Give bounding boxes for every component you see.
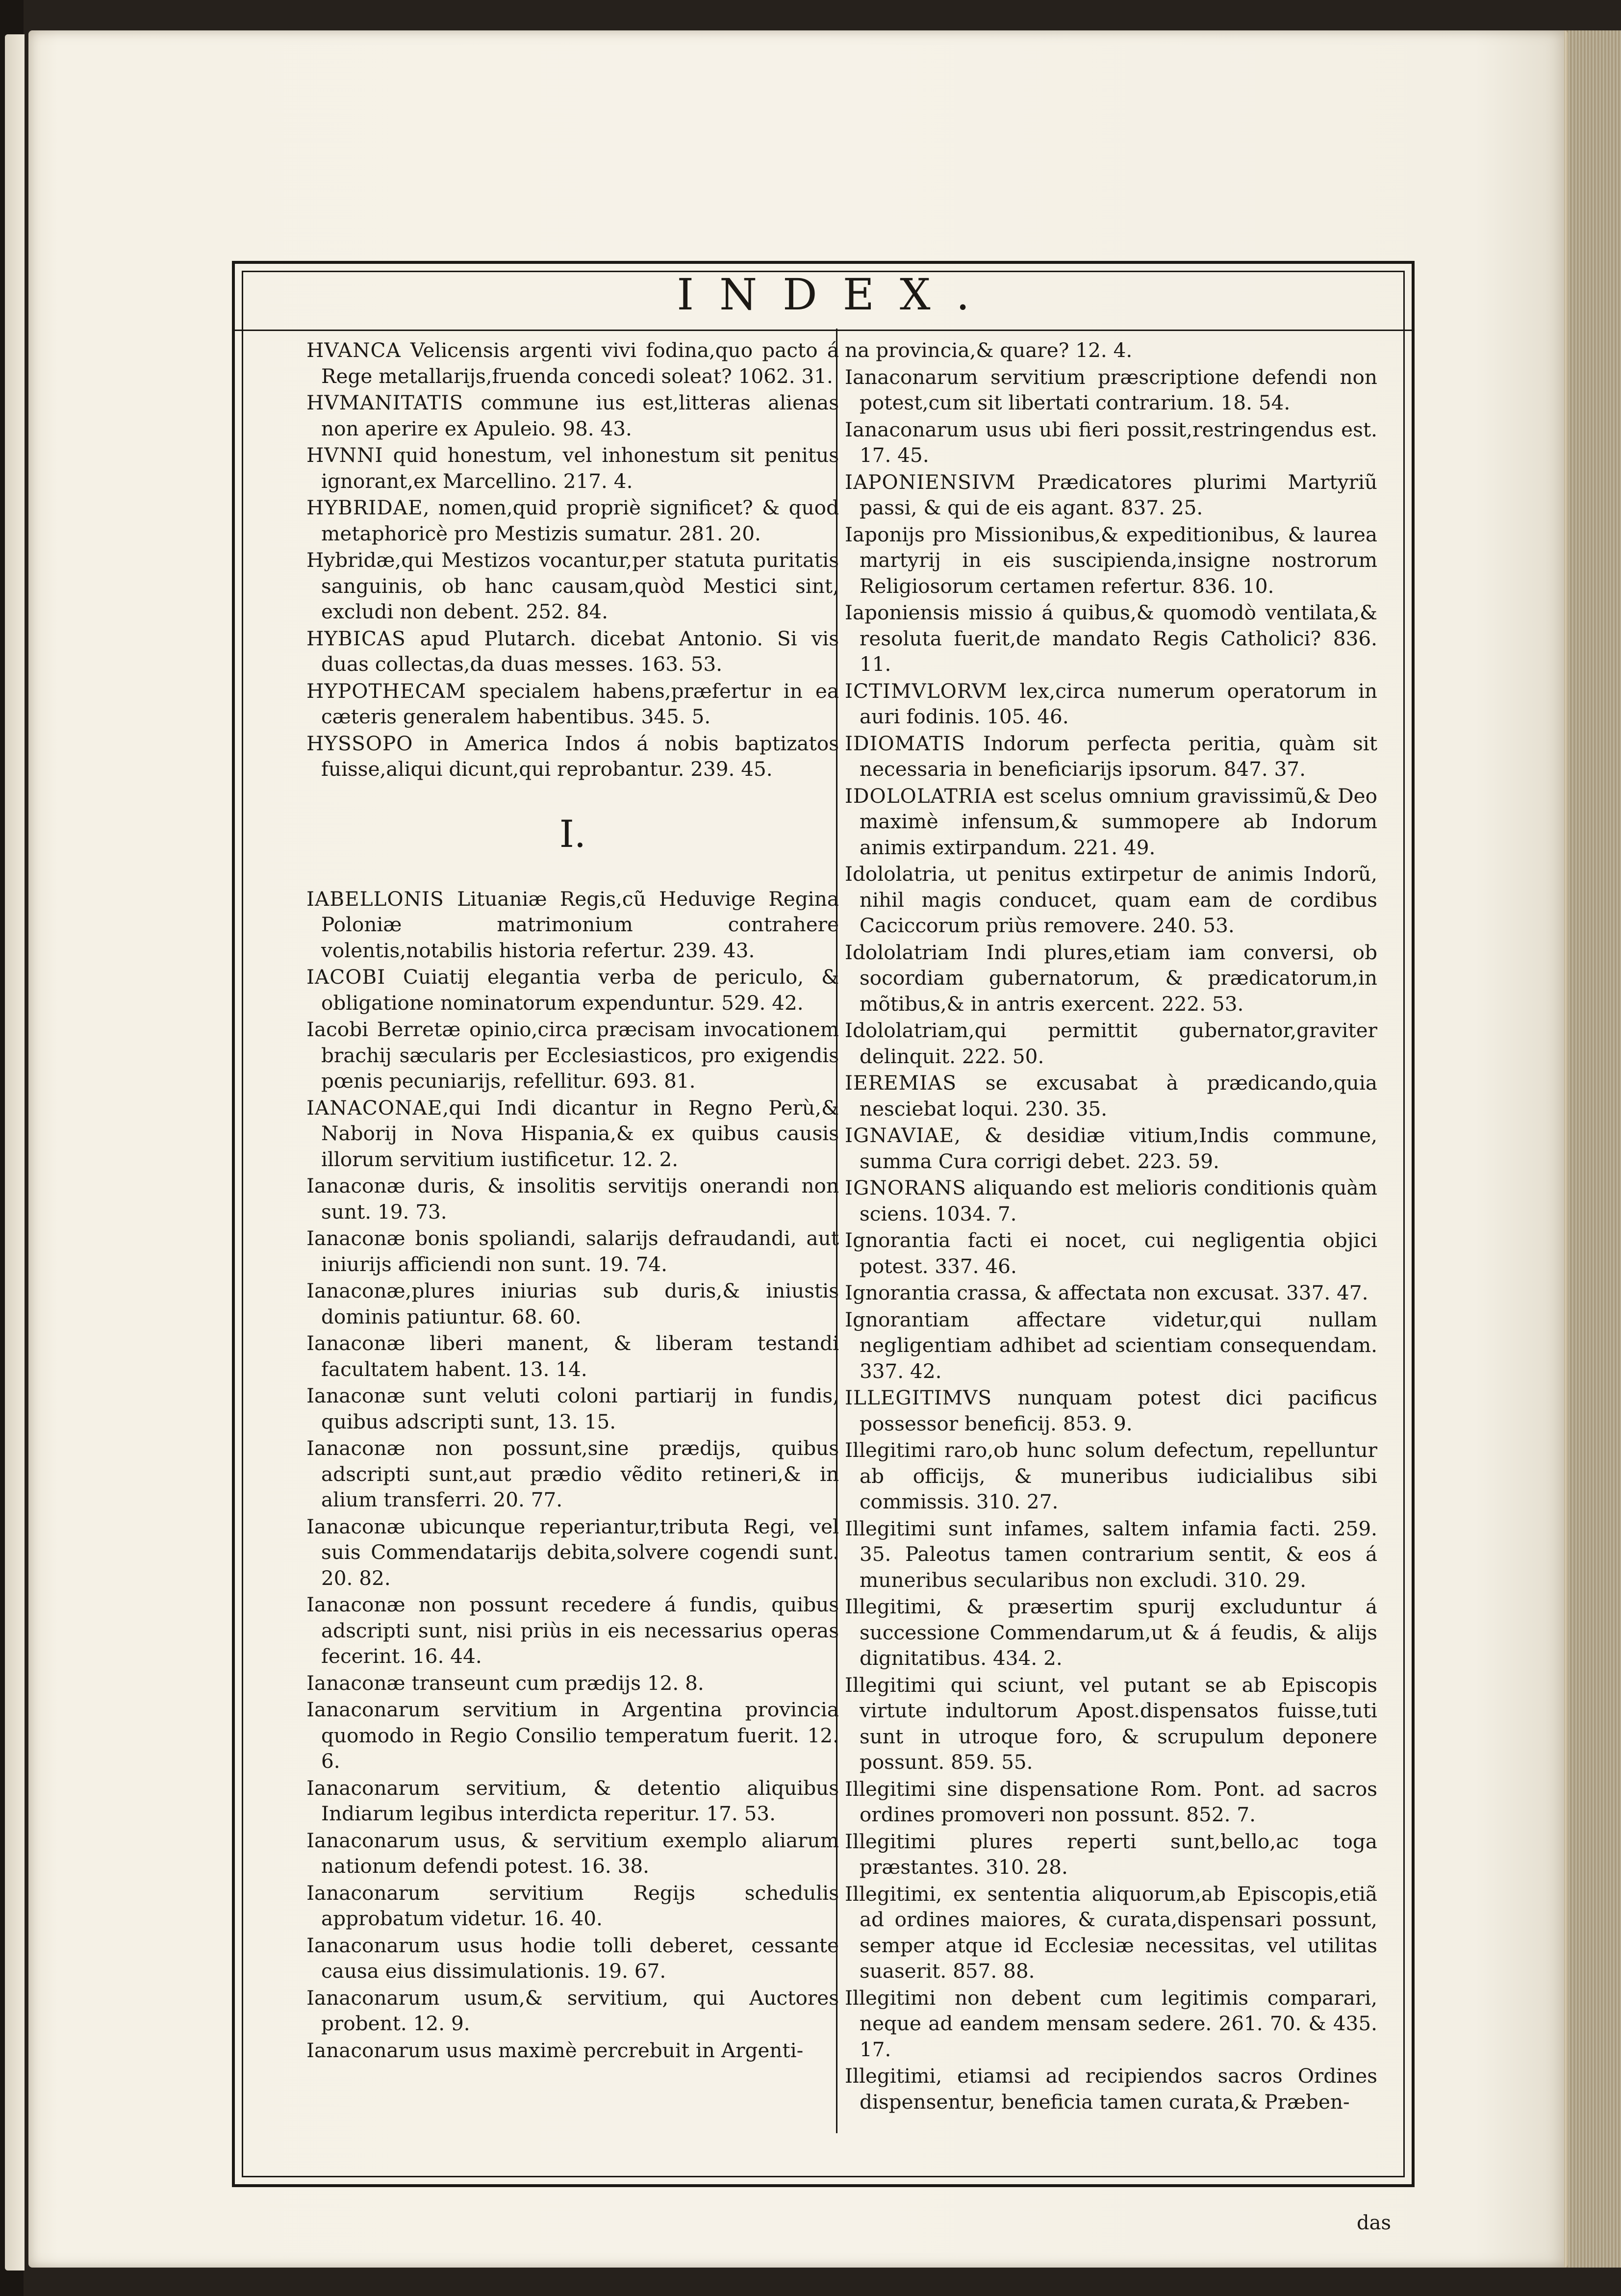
- entry-text: Illegitimi plures reperti sunt,bello,ac toga præstantes. 310. 28.: [845, 1829, 1377, 1879]
- index-entry: [845, 1175, 1377, 1226]
- entry-text: quid honestum, vel inhonestum sit penitus ignorant,ex Marcellino. 217. 4.: [321, 443, 839, 493]
- index-entry: [845, 1385, 1377, 1436]
- index-entry: [306, 1383, 839, 1434]
- entry-text: apud Plutarch. dicebat Antonio. Si vis duas collectas,da duas messes. 163. 53.: [321, 626, 839, 676]
- entry-headword: HVANCA: [306, 338, 401, 362]
- entry-text: Ianaconæ ubicunque reperiantur,tributa Regi, vel suis Commendatarijs debita,solvere cogendi sunt. 20. 82.: [306, 1514, 839, 1590]
- entry-text: Ianaconæ liberi manent, & liberam testandi facultatem habent. 13. 14.: [306, 1331, 839, 1381]
- index-entry: [306, 1225, 839, 1277]
- entry-headword: IDIOMATIS: [845, 731, 965, 755]
- index-entry: [306, 390, 839, 441]
- index-entry: [306, 626, 839, 677]
- entry-text: Ianaconæ non possunt recedere á fundis, quibus adscripti sunt, nisi priùs in eis necessarius operas fecerint. 16. 44.: [306, 1593, 839, 1668]
- index-entry: [845, 1280, 1377, 1306]
- index-entry: [306, 1592, 839, 1669]
- index-column-left: [306, 337, 839, 2064]
- entry-text: Ianaconarum servitium, & detentio aliquibus Indiarum legibus interdicta reperitur. 17. 53.: [306, 1776, 839, 1825]
- page-title: INDEX.: [677, 269, 995, 320]
- entry-text: Ianaconarum usus, & servitium exemplo aliarum nationum defendi potest. 16. 38.: [306, 1828, 839, 1878]
- index-entry: [306, 1775, 839, 1827]
- entry-text: Idololatriam Indi plures,etiam iam conversi, ob socordiam gubernatorum, & prædicatorum,in mõtibus,& in antris exercent. 222. 53.: [845, 940, 1377, 1016]
- entry-text: Illegitimi, & præsertim spurij excluduntur á successione Commendarum,ut & á feudis, & alijs dignitatibus. 434. 2.: [845, 1595, 1377, 1670]
- index-entry: [306, 1017, 839, 1094]
- entry-text: Illegitimi qui sciunt, vel putant se ab Episcopis virtute indultorum Apost.dispensatos fuisse,tuti sunt in utroque foro, & scrupulum deponere possunt. 859. 55.: [845, 1673, 1377, 1774]
- index-entry: [845, 522, 1377, 599]
- index-entry: [306, 1880, 839, 1932]
- index-entry: [306, 1828, 839, 1879]
- entry-text: Ianaconarum usus ubi fieri possit,restringendus est. 17. 45.: [845, 417, 1377, 467]
- entry-text: Illegitimi, etiamsi ad recipiendos sacros Ordines dispensentur, beneficia tamen curata,& Præben-: [845, 2064, 1377, 2114]
- index-entry: [306, 1278, 839, 1329]
- entry-text: est scelus omnium gravissimũ,& Deo maximè infensum,& summopere ab Indorum animis extirpandum. 221. 49.: [860, 784, 1377, 859]
- entry-headword: IGNAVIAE: [845, 1123, 955, 1147]
- index-entry: [845, 1516, 1377, 1593]
- entry-text: Ianaconæ transeunt cum prædijs 12. 8.: [306, 1671, 704, 1695]
- entry-headword: IANACONAE: [306, 1096, 443, 1120]
- entry-headword: HYPOTHECAM: [306, 679, 467, 703]
- entry-text: Illegitimi raro,ob hunc solum defectum, repelluntur ab officijs, & muneribus iudicialibus sibi commissis. 310. 27.: [845, 1438, 1377, 1513]
- index-entry: [845, 364, 1377, 416]
- index-column-right: [845, 337, 1377, 2116]
- entry-text: Ianaconæ non possunt,sine prædijs, quibus adscripti sunt,aut prædio vẽdito retineri,& in alium transferri. 20. 77.: [306, 1436, 839, 1511]
- entry-text: Iacobi Berretæ opinio,circa præcisam invocationem brachij sæcularis per Ecclesiasticos, pro exigendis pœnis pecuniarijs, refellitur. 693. 81.: [306, 1018, 839, 1093]
- entry-list-i-continued: [845, 337, 1377, 2115]
- entry-text: Illegitimi, ex sententia aliquorum,ab Episcopis,etiã ad ordines maiores, & curata,dispensari possunt, semper atque id Ecclesiæ necessitas, vel utilitas suaserit. 857. 88.: [845, 1882, 1377, 1983]
- entry-headword: HYBRIDAE: [306, 496, 423, 519]
- entry-text: Prædicatores plurimi Martyriũ passi, & qui de eis agant. 837. 25.: [860, 470, 1377, 519]
- entry-text: ,qui Indi dicantur in Regno Perù,& Naborij in Nova Hispania,& ex quibus causis illorum servitium iustificetur. 12. 2.: [321, 1096, 839, 1171]
- entry-text: Ignorantiam affectare videtur,qui nullam negligentiam adhibet ad scientiam consequendam. 337. 42.: [845, 1307, 1377, 1383]
- index-entry: [845, 1307, 1377, 1384]
- entry-text: Ianaconarum usum,& servitium, qui Auctores probent. 12. 9.: [306, 1986, 839, 2035]
- index-entry: [306, 964, 839, 1016]
- title-rule: [235, 330, 1412, 331]
- page-frame: [232, 261, 1415, 2234]
- entry-text: Iaponijs pro Missionibus,& expeditionibus, & laurea martyrij in eis suscipienda,insigne nostrorum Religiosorum certamen refertur. 836. 10.: [845, 522, 1377, 598]
- index-entry: [306, 337, 839, 389]
- index-entry: [845, 1122, 1377, 1174]
- entry-text: Hybridæ,qui Mestizos vocantur,per statuta puritatis sanguinis, ob hanc causam,quòd Mestici sint, excludi non debent. 252. 84.: [306, 548, 839, 623]
- catchword: das: [1357, 2212, 1391, 2234]
- index-entry: [306, 1435, 839, 1513]
- entry-text: Ianaconarum servitium Regijs schedulis approbatum videtur. 16. 40.: [306, 1881, 839, 1930]
- index-entry: [845, 783, 1377, 861]
- entry-headword: HYSSOPO: [306, 731, 413, 755]
- index-entry: [845, 1881, 1377, 1984]
- book-page: [28, 30, 1568, 2268]
- entry-headword: ILLEGITIMVS: [845, 1386, 992, 1409]
- entry-headword: IDOLOLATRIA: [845, 784, 997, 808]
- entry-text: , nomen,quid propriè significet? & quod metaphoricè pro Mestizis sumatur. 281. 20.: [321, 496, 839, 545]
- entry-text: Indorum perfecta peritia, quàm sit necessaria in beneficiarijs ipsorum. 847. 37.: [860, 731, 1377, 781]
- entry-text: , & desidiæ vitium,Indis commune, summa Cura corrigi debet. 223. 59.: [860, 1123, 1377, 1173]
- index-entry: [845, 469, 1377, 521]
- entry-text: Ianaconarum servitium in Argentina provincia quomodo in Regio Consilio temperatum fuerit. 12. 6.: [306, 1698, 839, 1773]
- entry-text: Illegitimi non debent cum legitimis comparari, neque ad eandem mensam sedere. 261. 70. & 435. 17.: [845, 1986, 1377, 2061]
- entry-text: Ianaconæ bonis spoliandi, salarijs defraudandi, aut iniurijs afficiendi non sunt. 19. 74.: [306, 1226, 839, 1276]
- previous-page-edge: [5, 34, 25, 2270]
- index-entry: [306, 1330, 839, 1382]
- index-entry: [845, 1985, 1377, 2063]
- index-entry: [845, 1018, 1377, 1069]
- entry-text: Idololatriam,qui permittit gubernator,graviter delinquit. 222. 50.: [845, 1019, 1377, 1068]
- book-fore-edge: [1564, 30, 1621, 2268]
- entry-text: Cuiatij elegantia verba de periculo, & obligatione nominatorum expenduntur. 529. 42.: [321, 965, 839, 1015]
- index-entry: [845, 600, 1377, 677]
- entry-text: aliquando est melioris conditionis quàm sciens. 1034. 7.: [860, 1176, 1377, 1225]
- entry-list-i: [306, 886, 839, 2064]
- index-entry: [845, 2063, 1377, 2115]
- entry-headword: IAPONIENSIVM: [845, 470, 1016, 494]
- entry-headword: IGNORANS: [845, 1176, 966, 1199]
- index-entry: [306, 1933, 839, 1984]
- entry-headword: IABELLONIS: [306, 887, 444, 911]
- entry-text: na provincia,& quare? 12. 4.: [845, 338, 1133, 362]
- entry-text: Ianaconæ sunt veluti coloni partiarij in fundis, quibus adscripti sunt, 13. 15.: [306, 1384, 839, 1433]
- entry-text: in America Indos á nobis baptizatos fuisse,aliqui dicunt,qui reprobantur. 239. 45.: [321, 731, 839, 781]
- entry-headword: HVNNI: [306, 443, 383, 467]
- entry-text: Ianaconarum servitium præscriptione defendi non potest,cum sit libertati contrarium. 18. 54.: [845, 365, 1377, 414]
- index-entry: [845, 417, 1377, 468]
- entry-headword: IEREMIAS: [845, 1071, 957, 1095]
- entry-text: lex,circa numerum operatorum in auri fodinis. 105. 46.: [860, 679, 1377, 728]
- entry-headword: HYBICAS: [306, 626, 406, 650]
- entry-text: Idololatria, ut penitus extirpetur de animis Indorũ, nihil magis conducet, quam eam de cordibus Caciccorum priùs removere. 240. 53.: [845, 862, 1377, 937]
- index-entry: [306, 731, 839, 782]
- entry-text: Ianaconarum usus maximè percrebuit in Argenti-: [306, 2038, 804, 2062]
- index-entry: [306, 547, 839, 625]
- entry-text: Ignorantia facti ei nocet, cui negligentia objici potest. 337. 46.: [845, 1228, 1377, 1278]
- entry-text: Ianaconæ duris, & insolitis servitijs onerandi non sunt. 19. 73.: [306, 1174, 839, 1224]
- index-entry: [845, 1437, 1377, 1515]
- entry-text: commune ius est,litteras alienas non aperire ex Apuleio. 98. 43.: [321, 391, 839, 440]
- entry-headword: HVMANITATIS: [306, 391, 464, 414]
- index-entry: [845, 1776, 1377, 1828]
- entry-text: Ignorantia crassa, & affectata non excusat. 337. 47.: [845, 1281, 1368, 1304]
- index-entry: [845, 1227, 1377, 1279]
- index-entry: [306, 2038, 839, 2064]
- entry-text: Lituaniæ Regis,cũ Heduvige Regina Poloniæ matrimonium contrahere volentis,notabilis historia refertur. 239. 43.: [321, 887, 839, 962]
- entry-text: Iaponiensis missio á quibus,& quomodò ventilata,& resoluta fuerit,de mandato Regis Catholici? 836. 11.: [845, 601, 1377, 676]
- index-entry: [845, 940, 1377, 1017]
- index-entry: [845, 1070, 1377, 1122]
- index-entry: [845, 337, 1377, 363]
- entry-headword: ICTIMVLORVM: [845, 679, 1008, 703]
- entry-text: nunquam potest dici pacificus possessor beneficij. 853. 9.: [860, 1386, 1377, 1435]
- entry-headword: IACOBI: [306, 965, 386, 989]
- index-entry: [845, 861, 1377, 939]
- index-entry: [845, 678, 1377, 730]
- index-entry: [306, 1173, 839, 1225]
- index-entry: [845, 1829, 1377, 1880]
- section-letter-i: I.: [559, 812, 586, 856]
- entry-text: se excusabat à prædicando,quia nesciebat loqui. 230. 35.: [860, 1071, 1377, 1121]
- entry-text: specialem habens,præfertur in ea cæteris generalem habentibus. 345. 5.: [321, 679, 839, 728]
- index-entry: [845, 1672, 1377, 1775]
- entry-list-h: [306, 337, 839, 782]
- index-entry: [306, 886, 839, 964]
- index-entry: [306, 495, 839, 546]
- index-entry: [306, 1670, 839, 1696]
- index-entry: [845, 731, 1377, 782]
- index-entry: [306, 1095, 839, 1173]
- entry-text: Velicensis argenti vivi fodina,quo pacto á Rege metallarijs,fruenda concedi soleat? 1062. 31.: [321, 338, 839, 388]
- entry-text: Ianaconæ,plures iniurias sub duris,& iniustis dominis patiuntur. 68. 60.: [306, 1279, 839, 1328]
- index-entry: [306, 678, 839, 730]
- entry-text: Illegitimi sine dispensatione Rom. Pont. ad sacros ordines promoveri non possunt. 852. 7.: [845, 1777, 1377, 1826]
- index-entry: [306, 1985, 839, 2037]
- entry-text: Ianaconarum usus hodie tolli deberet, cessante causa eius dissimulationis. 19. 67.: [306, 1933, 839, 1983]
- index-entry: [306, 442, 839, 494]
- entry-text: Illegitimi sunt infames, saltem infamia facti. 259. 35. Paleotus tamen contrarium sentit, & eos á muneribus secularibus non excludi. 310. 29.: [845, 1516, 1377, 1592]
- index-entry: [306, 1697, 839, 1774]
- index-entry: [845, 1594, 1377, 1671]
- index-entry: [306, 1514, 839, 1591]
